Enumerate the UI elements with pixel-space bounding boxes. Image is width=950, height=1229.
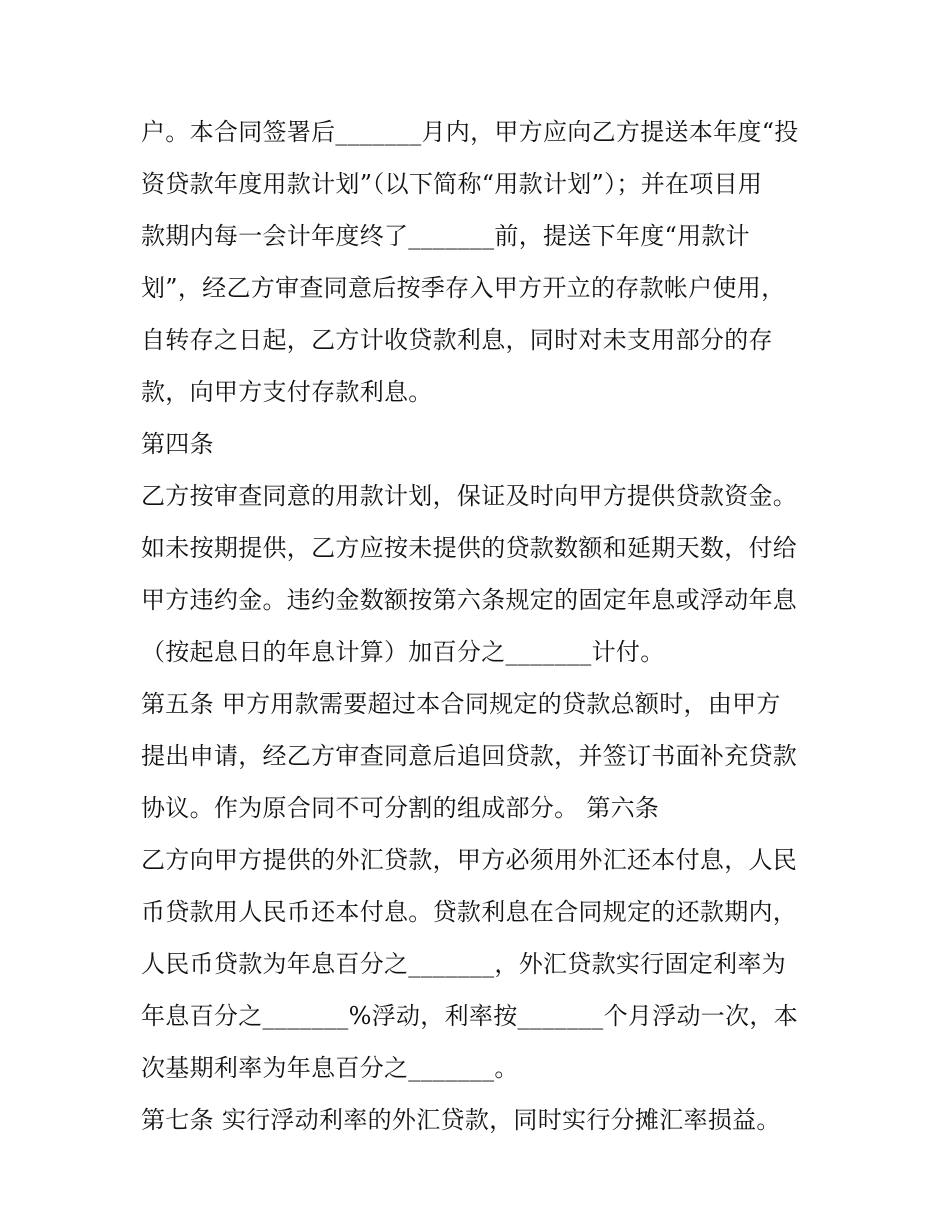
text-line: 甲方违约金。违约金数额按第六条规定的固定年息或浮动年息: [141, 586, 798, 614]
article-heading-4: 第四条: [141, 430, 214, 458]
text-line: 协议。作为原合同不可分割的组成部分。 第六条: [141, 794, 660, 822]
text-line: 次基期利率为年息百分之_______。: [141, 1054, 519, 1082]
text-line: 自转存之日起，乙方计收贷款利息，同时对未支用部分的存: [141, 326, 773, 354]
text-line: 资贷款年度用款计划”（以下简称“用款计划”）；并在项目用: [141, 170, 763, 198]
text-line: 款，向甲方支付存款利息。: [141, 378, 433, 406]
text-line: 户。本合同签署后_______月内，甲方应向乙方提送本年度“投: [141, 118, 799, 146]
contract-text: [141, 106, 841, 1146]
text-line: 提出申请，经乙方审查同意后追回贷款，并签订书面补充贷款: [141, 742, 798, 770]
article-5-line: 第五条 甲方用款需要超过本合同规定的贷款总额时，由甲方: [141, 690, 781, 718]
text-line: 划”，经乙方审查同意后按季存入甲方开立的存款帐户使用，: [141, 274, 786, 302]
text-line: （按起息日的年息计算）加百分之_______计付。: [141, 638, 665, 666]
text-line: 人民币贷款为年息百分之_______，外汇贷款实行固定利率为: [141, 950, 786, 978]
text-line: 乙方按审查同意的用款计划，保证及时向甲方提供贷款资金。: [141, 482, 798, 510]
text-line: 如未按期提供，乙方应按未提供的贷款数额和延期天数，付给: [141, 534, 798, 562]
text-line: 年息百分之_______%浮动，利率按_______个月浮动一次，本: [141, 1002, 799, 1030]
text-line: 乙方向甲方提供的外汇贷款，甲方必须用外汇还本付息，人民: [141, 846, 798, 874]
text-line: 款期内每一会计年度终了_______前，提送下年度“用款计: [141, 222, 750, 250]
text-line: 币贷款用人民币还本付息。贷款利息在合同规定的还款期内，: [141, 898, 798, 926]
article-7-line: 第七条 实行浮动利率的外汇贷款，同时实行分摊汇率损益。: [141, 1106, 781, 1134]
